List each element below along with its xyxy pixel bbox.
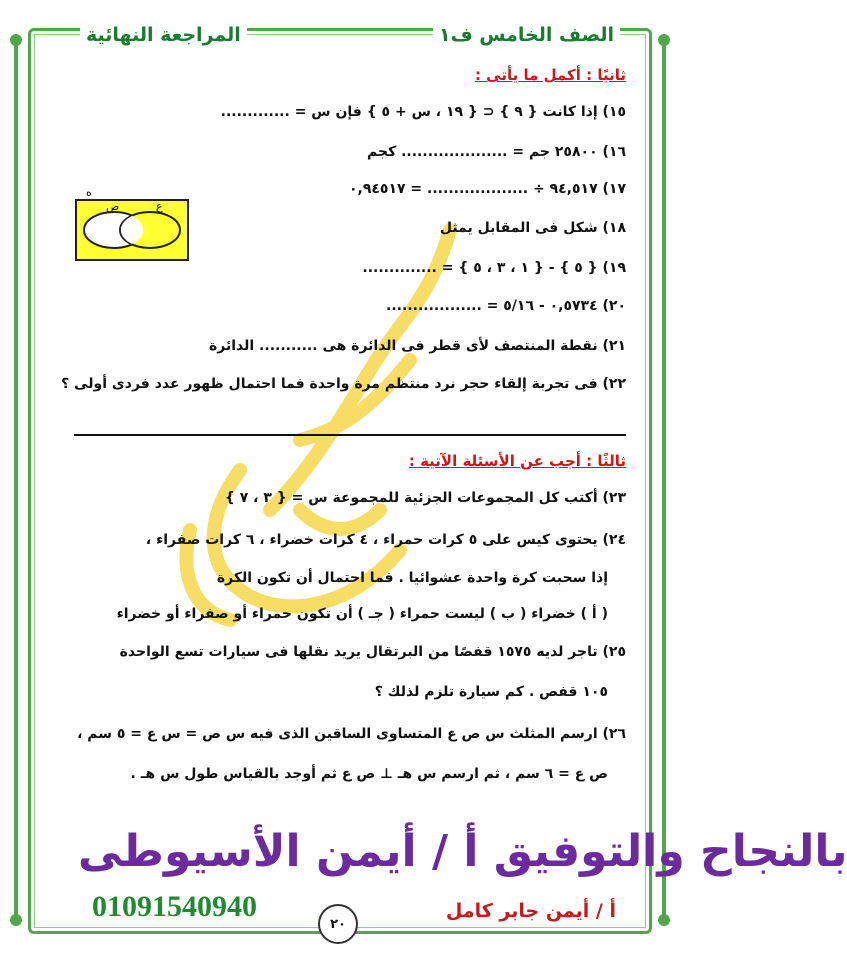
question-23: ٢٣) أكتب كل المجموعات الجزئية للمجموعة س = { ٣ ، ٧ } (224, 490, 626, 506)
phone-number: 01091540940 (92, 890, 257, 923)
question-20: ٢٠) ٠,٥٧٣٤ - ٥/١٦ = .................. (386, 298, 626, 314)
page-inner-border (34, 34, 646, 928)
question-18: ١٨) شكل فى المقابل يمثل (439, 220, 626, 236)
venn-label-a: ص (106, 200, 120, 213)
venn-label-b: ع (156, 200, 163, 213)
question-16: ١٦) ٢٥٨٠٠ جم = .................... كجم (367, 144, 626, 160)
question-21: ٢١) نقطة المنتصف لأى قطر فى الدائرة هى ........... الدائرة (209, 338, 626, 354)
question-15: ١٥) إذا كانت { ٩ } ⊂ { ١٩ ، س + ٥ } فإن س = ............. (220, 104, 626, 120)
footer-slogan: بالنجاح والتوفيق أ / أيمن الأسيوطى (78, 826, 847, 877)
question-17: ١٧) ٩٤,٥١٧ ÷ ................... = ٠,٩٤٥١٧ (348, 181, 626, 197)
section-3-title: ثالثًا : أجب عن الأسئلة الآتية : (408, 452, 626, 470)
section-divider (74, 434, 626, 436)
question-25-part-2: ١٠٥ قفص . كم سيارة تلزم لذلك ؟ (374, 684, 608, 700)
author-name: أ / أيمن جابر كامل (442, 900, 620, 922)
section-2-title: ثانيًا : أكمل ما يأتى : (474, 66, 626, 84)
question-26: ٢٦) ارسم المثلث س ص ع المتساوى الساقين الذى فيه س ص = س ع = ٥ سم ، (77, 726, 626, 742)
question-19: ١٩) { ٥ } - { ١ ، ٣ ، ٥ } = .............. (362, 260, 626, 276)
question-24-part-2: إذا سحبت كرة واحدة عشوائيا . فما احتمال أن تكون الكرة (216, 570, 608, 586)
page-number: ٢٠ (318, 904, 358, 944)
question-24-choices: ( أ ) خضراء ( ب ) ليست حمراء ( جـ ) أن تكون حمراء أو صفراء أو خضراء (116, 606, 608, 622)
left-border-ornament (6, 0, 28, 960)
venn-diagram (72, 186, 192, 264)
question-22: ٢٢) فى تجربة إلقاء حجر نرد منتظم مرة واحدة فما احتمال ظهور عدد فردى أولى ؟ (61, 376, 626, 392)
grade-title: الصف الخامس ف١ (433, 24, 620, 46)
question-25: ٢٥) تاجر لديه ١٥٧٥ قفصًا من البرتقال يريد نقلها فى سيارات تسع الواحدة (119, 644, 626, 660)
venn-label-universe: ه (86, 186, 92, 199)
question-26-part-2: ص ع = ٦ سم ، ثم ارسم س هـ ⊥ ص ع ثم أوجد بالقياس طول س هـ . (130, 766, 608, 782)
right-border-ornament (652, 0, 674, 960)
page-title: المراجعة النهائية (80, 24, 247, 46)
question-24: ٢٤) يحتوى كيس على ٥ كرات حمراء ، ٤ كرات خضراء ، ٦ كرات صفراء ، (145, 532, 626, 548)
